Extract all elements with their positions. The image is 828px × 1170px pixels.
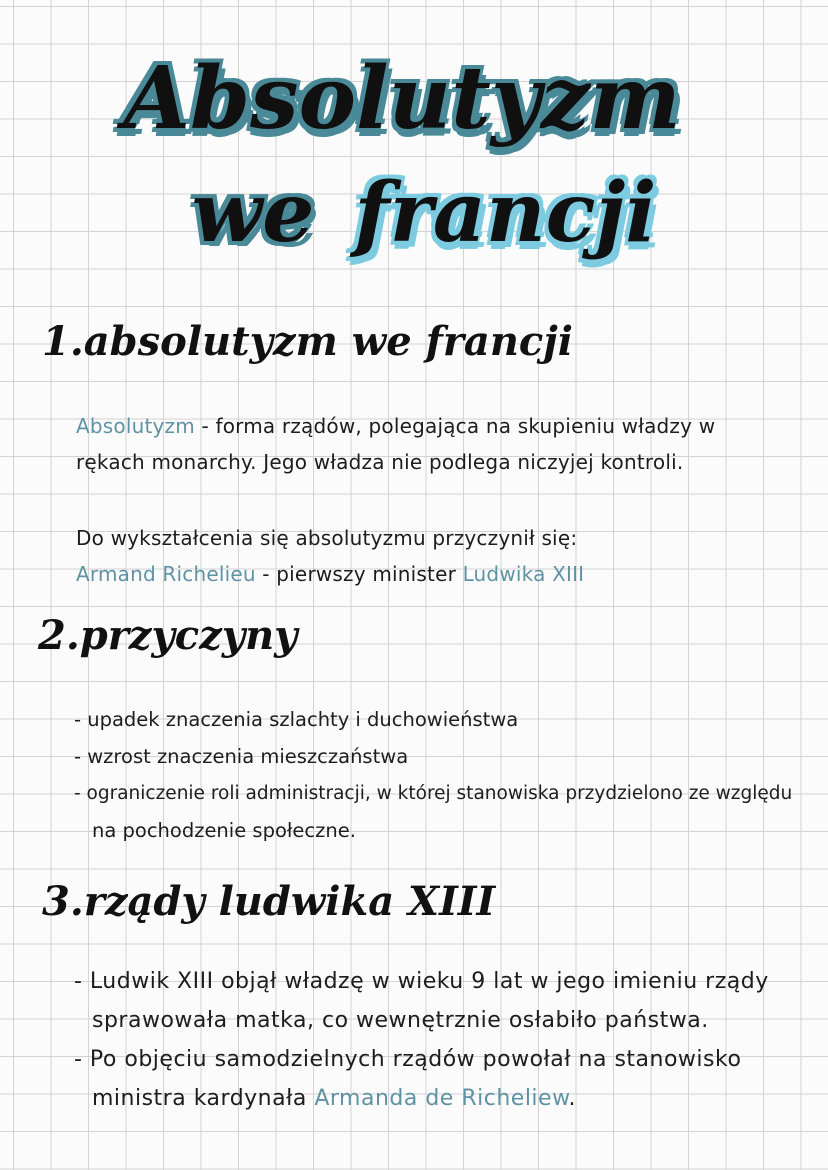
causes-list xyxy=(74,701,814,849)
list-item: - ograniczenie roli administracji, w której stanowiska przydzielono ze względu xyxy=(74,783,793,804)
section-3-text xyxy=(74,962,814,1118)
cause-middle: - pierwszy minister xyxy=(255,562,463,586)
list-item: na pochodzenie społeczne. xyxy=(92,819,356,842)
cause-line: Do wykształcenia się absolutyzmu przyczynił się: xyxy=(76,526,578,550)
list-item: - wzrost znaczenia mieszczaństwa xyxy=(74,745,409,768)
name-armanda-de-richeliew: Armanda de Richeliew xyxy=(314,1086,569,1111)
text-line-post: . xyxy=(568,1086,577,1111)
page-title-line1: Absolutyzm xyxy=(123,48,681,149)
definition-line2: rękach monarchy. Jego władza nie podlega niczyjej kontroli. xyxy=(76,450,684,474)
section-heading-3: 3.rządy ludwika XIII xyxy=(42,878,496,925)
section-heading-2: 2.przyczyny xyxy=(38,612,298,659)
page-title-word-we: we xyxy=(191,165,315,261)
section-1-causes xyxy=(76,520,796,592)
name-ludwika-xiii: Ludwika XIII xyxy=(462,562,585,586)
term-absolutyzm: Absolutyzm xyxy=(76,414,195,438)
text-line: sprawowała matka, co wewnętrznie osłabiło państwa. xyxy=(92,1008,709,1033)
page-title-line2 xyxy=(10,165,828,261)
name-armand-richelieu: Armand Richelieu xyxy=(76,562,256,586)
text-line: - Ludwik XIII objął władzę w wieku 9 lat w jego imieniu rządy xyxy=(74,969,769,994)
page-title-word-francji: francji xyxy=(354,165,657,261)
section-heading-1: 1.absolutyzm we francji xyxy=(42,318,573,365)
text-line-pre: ministra kardynała xyxy=(92,1086,315,1111)
section-1-definition xyxy=(76,408,796,480)
text-line: - Po objęciu samodzielnych rządów powołał na stanowisko xyxy=(74,1047,742,1072)
text-line xyxy=(74,1079,814,1118)
list-item: - upadek znaczenia szlachty i duchowieństwa xyxy=(74,708,519,731)
definition-line1: - forma rządów, polegająca na skupieniu władzy w xyxy=(194,414,716,438)
